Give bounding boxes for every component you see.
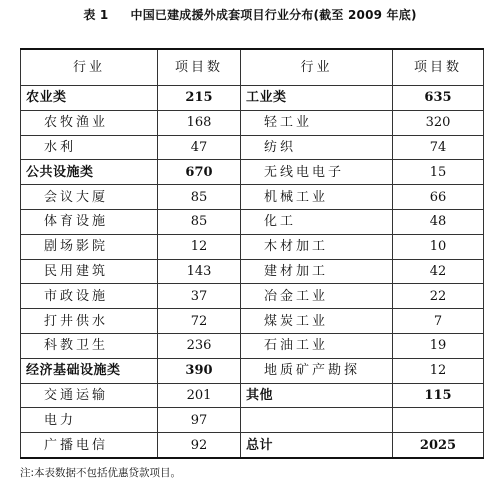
table-row — [21, 408, 484, 433]
project-count-left: 12 — [158, 234, 241, 259]
table-row — [21, 259, 484, 284]
category-name-right: 总计 — [241, 433, 393, 458]
industry-name-right: 纺织 — [241, 135, 393, 160]
industry-name-right: 煤炭工业 — [241, 309, 393, 334]
table-row — [21, 309, 484, 334]
table-row — [21, 209, 484, 234]
category-count-right: 635 — [393, 86, 484, 111]
industry-name-right: 轻工业 — [241, 110, 393, 135]
project-count-left: 37 — [158, 284, 241, 309]
project-count-left: 92 — [158, 433, 241, 458]
project-count-right: 66 — [393, 185, 484, 210]
project-count-right: 10 — [393, 234, 484, 259]
table-row — [21, 333, 484, 358]
table-row — [21, 433, 484, 458]
industry-name-left: 科教卫生 — [21, 333, 158, 358]
industry-name-left: 市政设施 — [21, 284, 158, 309]
industry-name-left: 剧场影院 — [21, 234, 158, 259]
category-name-left: 经济基础设施类 — [21, 358, 158, 383]
category-name-right: 其他 — [241, 383, 393, 408]
project-count-right: 22 — [393, 284, 484, 309]
industry-name-left: 电力 — [21, 408, 158, 433]
table-row — [21, 135, 484, 160]
header-industry-right: 行业 — [241, 49, 393, 86]
project-count-right: 19 — [393, 333, 484, 358]
project-count-right: 74 — [393, 135, 484, 160]
industry-distribution-table — [20, 48, 484, 459]
header-row — [21, 49, 484, 86]
industry-name-right: 无线电电子 — [241, 160, 393, 185]
category-name-right: 工业类 — [241, 86, 393, 111]
header-count-left: 项目数 — [158, 49, 241, 86]
category-count-left: 670 — [158, 160, 241, 185]
table-row — [21, 160, 484, 185]
industry-name-left: 体育设施 — [21, 209, 158, 234]
table-row — [21, 284, 484, 309]
project-count-right: 42 — [393, 259, 484, 284]
table-row — [21, 383, 484, 408]
project-count-left: 85 — [158, 209, 241, 234]
project-count-right: 320 — [393, 110, 484, 135]
category-count-right: 115 — [393, 383, 484, 408]
project-count-left: 143 — [158, 259, 241, 284]
category-name-left: 农业类 — [21, 86, 158, 111]
table-title: 中国已建成援外成套项目行业分布(截至 2009 年底) — [130, 8, 417, 22]
industry-name-right — [241, 408, 393, 433]
project-count-left: 85 — [158, 185, 241, 210]
table-row — [21, 358, 484, 383]
industry-name-left: 广播电信 — [21, 433, 158, 458]
industry-name-right: 木材加工 — [241, 234, 393, 259]
industry-name-right: 石油工业 — [241, 333, 393, 358]
footnote: 注:本表数据不包括优惠贷款项目。 — [20, 467, 182, 479]
project-count-left: 47 — [158, 135, 241, 160]
industry-name-right: 机械工业 — [241, 185, 393, 210]
category-count-left: 215 — [158, 86, 241, 111]
header-industry-left: 行业 — [21, 49, 158, 86]
project-count-right — [393, 408, 484, 433]
industry-name-left: 打井供水 — [21, 309, 158, 334]
table-number: 表 1 — [83, 8, 109, 22]
table-row — [21, 86, 484, 111]
project-count-left: 72 — [158, 309, 241, 334]
project-count-left: 236 — [158, 333, 241, 358]
category-count-right: 2025 — [393, 433, 484, 458]
project-count-right: 48 — [393, 209, 484, 234]
table-row — [21, 185, 484, 210]
industry-name-left: 会议大厦 — [21, 185, 158, 210]
project-count-right: 12 — [393, 358, 484, 383]
header-count-right: 项目数 — [393, 49, 484, 86]
project-count-left: 97 — [158, 408, 241, 433]
table-row — [21, 110, 484, 135]
industry-name-left: 民用建筑 — [21, 259, 158, 284]
project-count-right: 15 — [393, 160, 484, 185]
category-count-left: 390 — [158, 358, 241, 383]
project-count-left: 201 — [158, 383, 241, 408]
industry-name-left: 交通运输 — [21, 383, 158, 408]
industry-name-right: 冶金工业 — [241, 284, 393, 309]
table-caption — [0, 6, 500, 23]
industry-name-right: 化工 — [241, 209, 393, 234]
industry-name-right: 地质矿产勘探 — [241, 358, 393, 383]
project-count-left: 168 — [158, 110, 241, 135]
project-count-right: 7 — [393, 309, 484, 334]
industry-name-right: 建材加工 — [241, 259, 393, 284]
industry-name-left: 农牧渔业 — [21, 110, 158, 135]
industry-name-left: 水利 — [21, 135, 158, 160]
category-name-left: 公共设施类 — [21, 160, 158, 185]
table-row — [21, 234, 484, 259]
